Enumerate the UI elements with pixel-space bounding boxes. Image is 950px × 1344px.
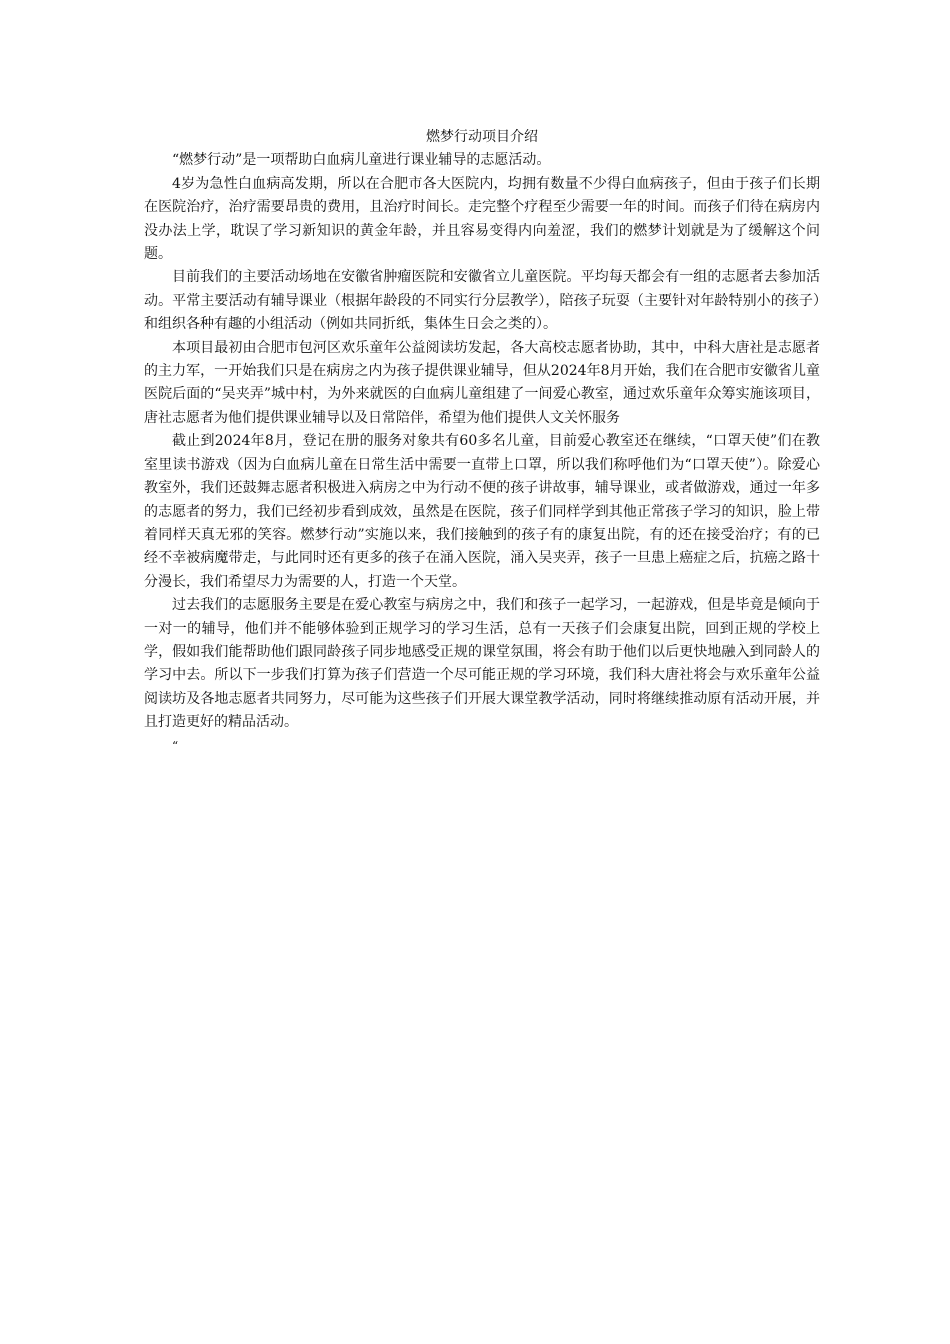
paragraph-progress: 截止到2024年8月，登记在册的服务对象共有60多名儿童，目前爱心教室还在继续，“口罩天使”们在教室里读书游戏（因为白血病儿童在日常生活中需要一直带上口罩，所以我们称呼他们为“口罩天使”）。除爱心教室外，我们还鼓舞志愿者积极进入病房之中为行动不便的孩子讲故事，辅导课业，或者做游戏，通过一年多的志愿者的努力，我们已经初步看到成效，虽然是在医院，孩子们同样学到其他正常孩子学习的知识，脸上带着同样天真无邪的笑容。燃梦行动”实施以来，我们接触到的孩子有的康复出院，有的还在接受治疗；有的已经不幸被病魔带走，与此同时还有更多的孩子在涌入医院，涌入吴夹弄，孩子一旦患上癌症之后，抗癌之路十分漫长，我们希望尽力为需要的人，打造一个天堂。	[144, 433, 820, 590]
paragraph-intro: “燃梦行动”是一项帮助白血病儿童进行课业辅导的志愿活动。	[172, 152, 551, 169]
paragraph-future-plan: 过去我们的志愿服务主要是在爱心教室与病房之中，我们和孩子一起学习，一起游戏，但是毕竟是倾向于一对一的辅导，他们并不能够体验到正规学习的学习生活，总有一天孩子们会康复出院，回到正规的学校上学，假如我们能帮助他们跟同龄孩子同步地感受正规的课堂氛围，将会有助于他们以后更快地融入到同龄人的学习中去。所以下一步我们打算为孩子们营造一个尽可能正规的学习环境，我们科大唐社将会与欢乐童年公益阅读坊及各地志愿者共同努力，尽可能为这些孩子们开展大课堂教学活动，同时将继续推动原有活动开展，并且打造更好的精品活动。	[144, 597, 820, 731]
document-body	[144, 126, 820, 758]
paragraph-activity-sites: 目前我们的主要活动场地在安徽省肿瘤医院和安徽省立儿童医院。平均每天都会有一组的志愿者去参加活动。平常主要活动有辅导课业（根据年龄段的不同实行分层教学），陪孩子玩耍（主要针对年龄特别小的孩子）和组织各种有趣的小组活动（例如共同折纸，集体生日会之类的）。	[144, 269, 820, 333]
trailing-quote-mark: “	[172, 738, 179, 753]
paragraph-project-origin: 本项目最初由合肥市包河区欢乐童年公益阅读坊发起，各大高校志愿者协助，其中，中科大唐社是志愿者的主力军，一开始我们只是在病房之内为孩子提供课业辅导，但从2024年8月开始，我们在合肥市安徽省儿童医院后面的“吴夹弄”城中村，为外来就医的白血病儿童组建了一间爱心教室，通过欢乐童年众筹实施该项目，唐社志愿者为他们提供课业辅导以及日常陪伴，希望为他们提供人文关怀服务	[144, 339, 820, 426]
paragraph-background: 4岁为急性白血病高发期，所以在合肥市各大医院内，均拥有数量不少得白血病孩子，但由于孩子们长期在医院治疗，治疗需要昂贵的费用，且治疗时间长。走完整个疗程至少需要一年的时间。而孩子们待在病房内没办法上学，耽误了学习新知识的黄金年龄，并且容易变得内向羞涩，我们的燃梦计划就是为了缓解这个问题。	[144, 175, 820, 263]
document-title: 燃梦行动项目介绍	[426, 129, 538, 145]
